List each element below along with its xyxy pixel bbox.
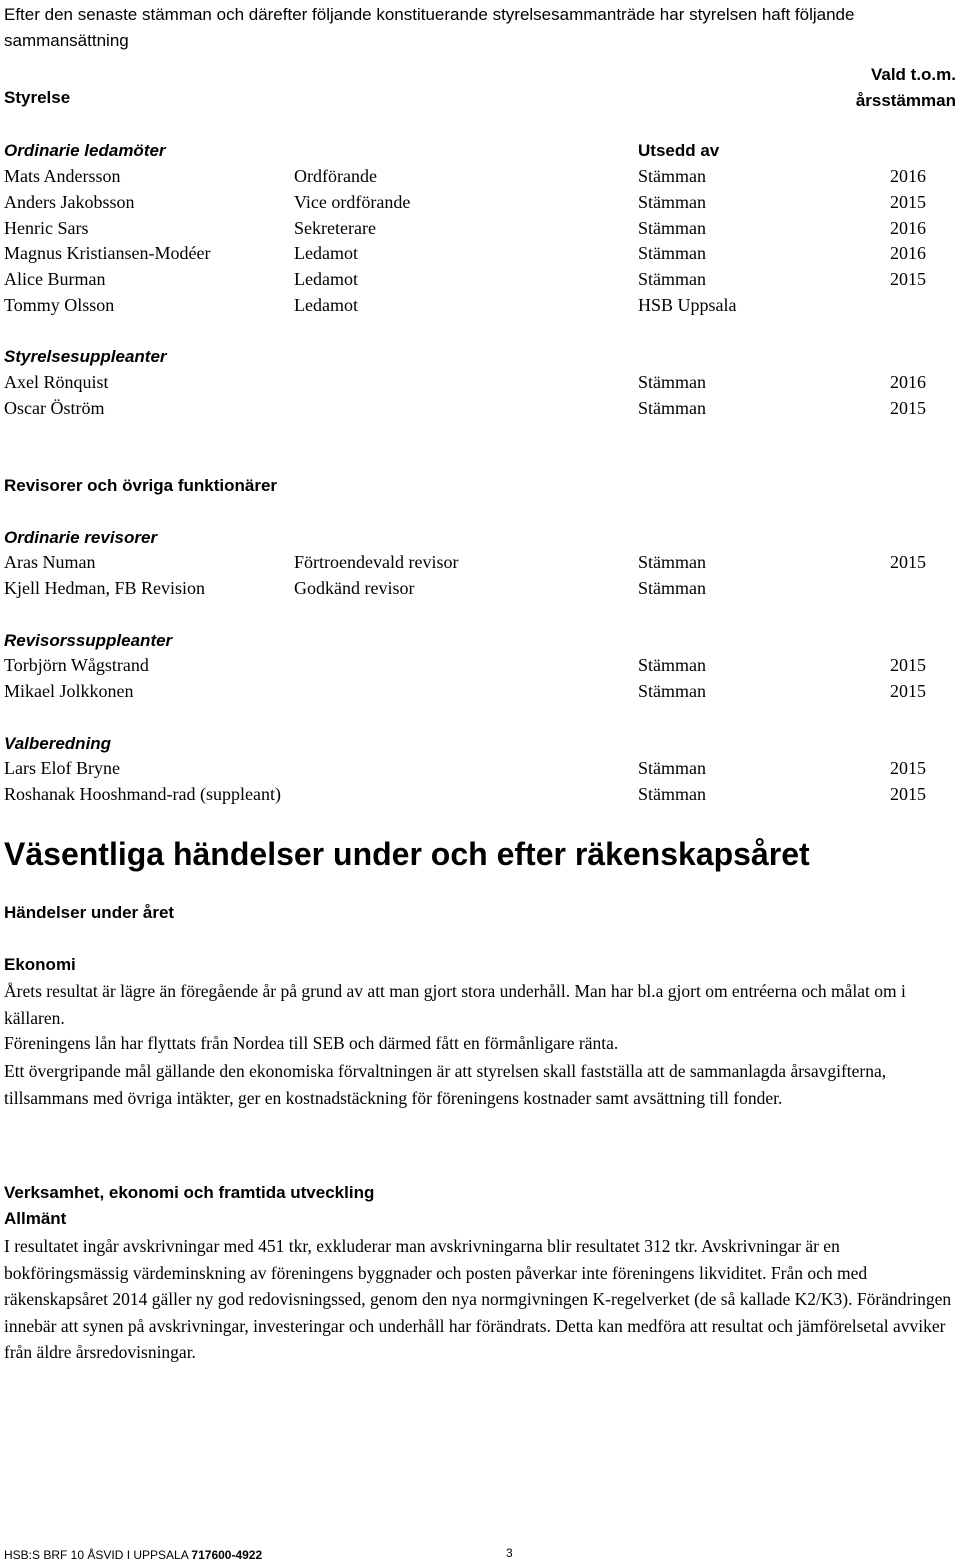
member-row xyxy=(0,163,960,189)
utsedd-av-heading: Utsedd av xyxy=(638,141,720,160)
footer xyxy=(4,1548,262,1562)
member-name: Mikael Jolkkonen xyxy=(4,680,134,701)
member-name: Henric Sars xyxy=(4,217,89,238)
member-term-year: 2015 xyxy=(890,191,926,212)
member-appointed-by: Stämman xyxy=(638,758,706,778)
member-appointed-by: Stämman xyxy=(638,217,706,238)
member-appointed-by: HSB Uppsala xyxy=(638,295,737,315)
member-row xyxy=(0,575,960,601)
member-role: Ledamot xyxy=(294,295,358,315)
member-appointed-by: Stämman xyxy=(638,783,706,804)
member-name: Alice Burman xyxy=(4,269,106,290)
member-appointed-by: Stämman xyxy=(638,680,706,701)
allmant-paragraph: I resultatet ingår avskrivningar med 451 tkr, exkluderar man avskrivningarna blir resultatet 312 tkr. Avskrivningar är en bokföringsmässig värdeminskning av föreningens byggnader och posten påverkar inte föreningens likviditet. Från och med räkenskapsåret 2014 gäller ny god redovisningssed, genom den nya normgivningen K-regelverket (de så kallade K2/K3). Förändringen innebär att synen på avskrivningar, investeringar och underhåll har förändrats. Detta kan medföra att resultat och jämförelsetal avviker från äldre årsredovisningar. xyxy=(4,1236,952,1362)
member-row xyxy=(0,369,960,395)
member-name: Aras Numan xyxy=(4,552,96,572)
member-term-year: 2015 xyxy=(890,758,926,778)
member-appointed-by: Stämman xyxy=(638,243,706,264)
member-term-year: 2016 xyxy=(890,372,926,392)
ekonomi-heading: Ekonomi xyxy=(4,955,76,974)
member-term-year: 2015 xyxy=(890,397,926,418)
ordinarie-ledamoter-heading: Ordinarie ledamöter xyxy=(4,141,166,160)
member-appointed-by: Stämman xyxy=(638,397,706,418)
member-appointed-by: Stämman xyxy=(638,577,706,598)
member-role: Godkänd revisor xyxy=(294,577,415,598)
member-row xyxy=(0,292,960,318)
ekonomi-paragraph-3: Ett övergripande mål gällande den ekonomiska förvaltningen är att styrelsen skall fastställa att de sammanlagda årsavgifterna, tillsammans med övriga intäkter, ger en kostnadstäckning för föreningens kostnader samt avsättning till fonder. xyxy=(4,1061,887,1108)
styrelse-heading: Styrelse xyxy=(4,88,71,107)
member-name: Mats Andersson xyxy=(4,166,121,186)
valberedning-heading: Valberedning xyxy=(4,734,112,753)
main-heading: Väsentliga händelser under och efter räkenskapsåret xyxy=(4,836,810,872)
member-term-year: 2015 xyxy=(890,783,926,804)
member-row xyxy=(0,240,960,266)
member-row xyxy=(0,189,960,215)
revisorssuppleanter-heading: Revisorssuppleanter xyxy=(4,631,173,650)
handelser-heading: Händelser under året xyxy=(4,903,175,922)
member-row xyxy=(0,266,960,292)
member-name: Lars Elof Bryne xyxy=(4,758,120,778)
ordinarie-revisorer-heading: Ordinarie revisorer xyxy=(4,528,158,547)
member-role: Ordförande xyxy=(294,166,377,186)
member-name: Tommy Olsson xyxy=(4,295,115,315)
member-role: Förtroendevald revisor xyxy=(294,552,459,572)
vald-header xyxy=(856,62,956,114)
member-name: Roshanak Hooshmand-rad (suppleant) xyxy=(4,783,281,804)
member-name: Kjell Hedman, FB Revision xyxy=(4,577,205,598)
vald-header-line1: Vald t.o.m. xyxy=(870,65,956,84)
member-appointed-by: Stämman xyxy=(638,191,706,212)
member-term-year: 2016 xyxy=(890,243,926,264)
member-term-year: 2015 xyxy=(890,552,926,572)
member-row xyxy=(0,781,960,807)
member-role: Vice ordförande xyxy=(294,191,411,212)
styrelsesuppleanter-heading: Styrelsesuppleanter xyxy=(4,347,167,366)
member-name: Axel Rönquist xyxy=(4,372,109,392)
member-row xyxy=(0,678,960,704)
member-row xyxy=(0,215,960,241)
member-appointed-by: Stämman xyxy=(638,655,706,675)
member-row xyxy=(0,755,960,781)
member-name: Magnus Kristiansen-Modéer xyxy=(4,243,211,264)
member-row xyxy=(0,652,960,678)
member-appointed-by: Stämman xyxy=(638,166,706,186)
revisorer-heading: Revisorer och övriga funktionärer xyxy=(4,476,278,495)
footer-association: HSB:S BRF 10 ÅSVID I UPPSALA xyxy=(4,1548,189,1562)
member-term-year: 2015 xyxy=(890,655,926,675)
member-name: Torbjörn Wågstrand xyxy=(4,655,149,675)
ekonomi-paragraph-2: Föreningens lån har flyttats från Nordea till SEB och därmed fått en förmånligare ränta. xyxy=(4,1033,619,1053)
page-number: 3 xyxy=(506,1546,513,1560)
member-term-year: 2015 xyxy=(890,269,926,290)
member-appointed-by: Stämman xyxy=(638,552,706,572)
footer-org-number: 717600-4922 xyxy=(191,1548,263,1562)
verksamhet-heading: Verksamhet, ekonomi och framtida utveckling xyxy=(4,1183,375,1202)
member-term-year: 2015 xyxy=(890,680,926,701)
member-role: Ledamot xyxy=(294,243,358,264)
member-appointed-by: Stämman xyxy=(638,372,706,392)
member-row xyxy=(0,549,960,575)
member-role: Ledamot xyxy=(294,269,358,290)
member-term-year: 2016 xyxy=(890,217,926,238)
allmant-heading: Allmänt xyxy=(4,1209,67,1228)
vald-header-line2: årsstämman xyxy=(855,91,956,110)
member-appointed-by: Stämman xyxy=(638,269,706,290)
ekonomi-paragraph-1: Årets resultat är lägre än föregående år på grund av att man gjort stora underhåll. Man har bl.a gjort om entréerna och målat om i källaren. xyxy=(4,981,906,1028)
member-name: Oscar Öström xyxy=(4,397,105,418)
member-role: Sekreterare xyxy=(294,217,376,238)
member-term-year: 2016 xyxy=(890,166,926,186)
intro-text: Efter den senaste stämman och därefter följande konstituerande styrelsesammanträde har styrelsen haft följande sammansättning xyxy=(4,5,855,50)
member-row xyxy=(0,395,960,421)
member-name: Anders Jakobsson xyxy=(4,191,135,212)
